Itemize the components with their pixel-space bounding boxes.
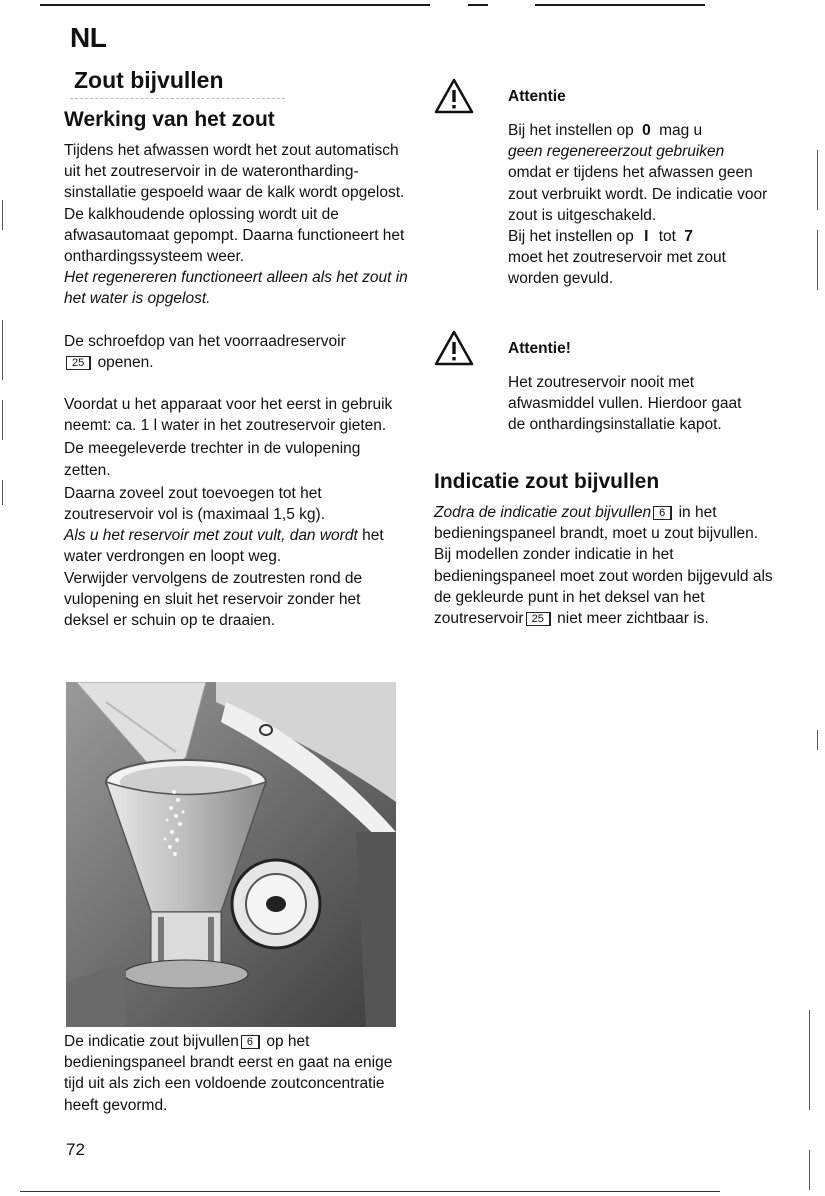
indicatie-para-2-text: Bij modellen zonder indicatie in het bedieningspaneel moet zout worden bijgevuld als de gekleurde punt in het deksel van het zoutreservoir (434, 546, 773, 628)
scan-edge-line (2, 400, 3, 440)
funnel-illustration (66, 682, 396, 1027)
para-zout-toevoegen: Daarna zoveel zout toevoegen tot het zoutreservoir vol is (maximaal 1,5 kg). (64, 484, 325, 524)
page-number: 72 (66, 1140, 85, 1159)
scan-edge-line (2, 200, 3, 230)
indicatie-para-2-end: niet meer zichtbaar is. (557, 610, 709, 628)
attentie-2-title: Attentie! (508, 340, 571, 357)
indicatie-para-1-rest: in het bedieningspaneel brandt, moet u zout bijvullen. (434, 504, 759, 543)
scan-edge-line (809, 1010, 810, 1110)
ref-6-badge: 6 (653, 506, 672, 520)
ref-25-badge: 25 (66, 356, 91, 370)
attentie-body (508, 120, 778, 290)
scan-edge-line (817, 730, 818, 750)
symbol-zero: 0 (642, 122, 651, 139)
para-regenereren: Het regenereren functioneert alleen als het zout in het water is opgelost. (64, 269, 408, 308)
heading-werking: Werking van het zout (64, 108, 275, 131)
para-water-verdrongen (64, 525, 409, 567)
language-label: NL (70, 22, 107, 53)
attentie-title: Attentie (508, 88, 566, 105)
indicatie-para-1 (434, 502, 774, 544)
caption-end: op het bedieningspaneel brandt eerst en gaat na enige tijd uit als zich een voldoende zoutconcentratie heeft gevormd. (64, 1033, 393, 1114)
bottom-rule (20, 1191, 720, 1192)
scan-edge-line (2, 480, 3, 505)
spacer (64, 310, 409, 331)
caption-text (64, 1031, 404, 1116)
indicatie-para-2 (434, 544, 774, 629)
warning-triangle-icon (434, 330, 474, 366)
attentie-line-3-tot: tot (658, 228, 676, 246)
verdrongen-rest: het water verdrongen en loopt weg. (64, 527, 384, 566)
attentie-line-1-text: Bij het instellen op (508, 122, 634, 139)
indicatie-italic: Zodra de indicatie zout bijvullen (434, 504, 652, 521)
attentie-2-text: Het zoutreservoir nooit met afwasmiddel vullen. Hierdoor gaat de onthardingsinstallatie kapot. (508, 374, 742, 434)
heading-indicatie: Indicatie zout bijvullen (434, 470, 660, 493)
para-zoutresten: Verwijder vervolgens de zoutresten rond de vulopening en sluit het reservoir zonder het deksel er schuin op te draaien. (64, 569, 363, 630)
top-rule-left (40, 4, 430, 6)
attentie-line-3 (508, 226, 778, 247)
para-afwassen: Tijdens het afwassen wordt het zout automatisch uit het zoutreservoir in de wateronthardingsinstallatie gespoeld waar de kalk wordt opgelost. (64, 142, 405, 202)
scan-edge-line (817, 230, 818, 290)
para-schroefdop (64, 331, 409, 373)
left-column (64, 108, 409, 631)
attentie-line-3-rest: moet het zoutreservoir met zout worden gevuld. (508, 249, 726, 288)
schroefdop-end: openen. (97, 353, 154, 371)
attentie-line-1 (508, 120, 778, 141)
funnel-photo (66, 682, 396, 1027)
attentie-line-1-end: mag u (659, 122, 703, 139)
caption-start: De indicatie zout bijvullen (64, 1033, 239, 1050)
top-rule-right (468, 4, 488, 6)
para-trechter: De meegeleverde trechter in de vulopening zetten. (64, 440, 361, 479)
para-kalk: De kalkhoudende oplossing wordt uit de afwasautomaat gepompt. Daarna functioneert het onthardingssysteem weer. (64, 205, 405, 266)
scan-edge-line (2, 320, 3, 380)
scan-edge-line (809, 1150, 810, 1190)
attentie-line-3-text: Bij het instellen op (508, 228, 634, 246)
title-underline (70, 98, 285, 100)
photo-caption (64, 1031, 404, 1116)
para-eerste-gebruik: Voordat u het apparaat voor het eerst in gebruik neemt: ca. 1 l water in het zoutreservoir gieten. (64, 396, 393, 435)
spacer (64, 373, 409, 394)
top-rule-right-2 (535, 4, 705, 6)
indicatie-section (434, 470, 774, 629)
ref-6-badge: 6 (241, 1035, 260, 1049)
attentie-italic: geen regenereerzout gebruiken (508, 143, 725, 161)
attentie-2-body (508, 372, 758, 436)
attentie-rest: omdat er tijdens het afwassen geen zout verbruikt wordt. De indicatie voor zout is uitgeschakeld. (508, 164, 768, 224)
section-title: Zout bijvullen (74, 67, 224, 93)
schroefdop-text: De schroefdop van het voorraadreservoir (64, 332, 346, 350)
symbol-seven: 7 (684, 228, 693, 246)
scan-edge-line (817, 150, 818, 210)
warning-triangle-icon (434, 78, 474, 114)
verdrongen-italic: Als u het reservoir met zout vult, dan wordt (64, 527, 358, 545)
symbol-one: I (644, 228, 649, 246)
ref-25-badge: 25 (526, 612, 551, 626)
